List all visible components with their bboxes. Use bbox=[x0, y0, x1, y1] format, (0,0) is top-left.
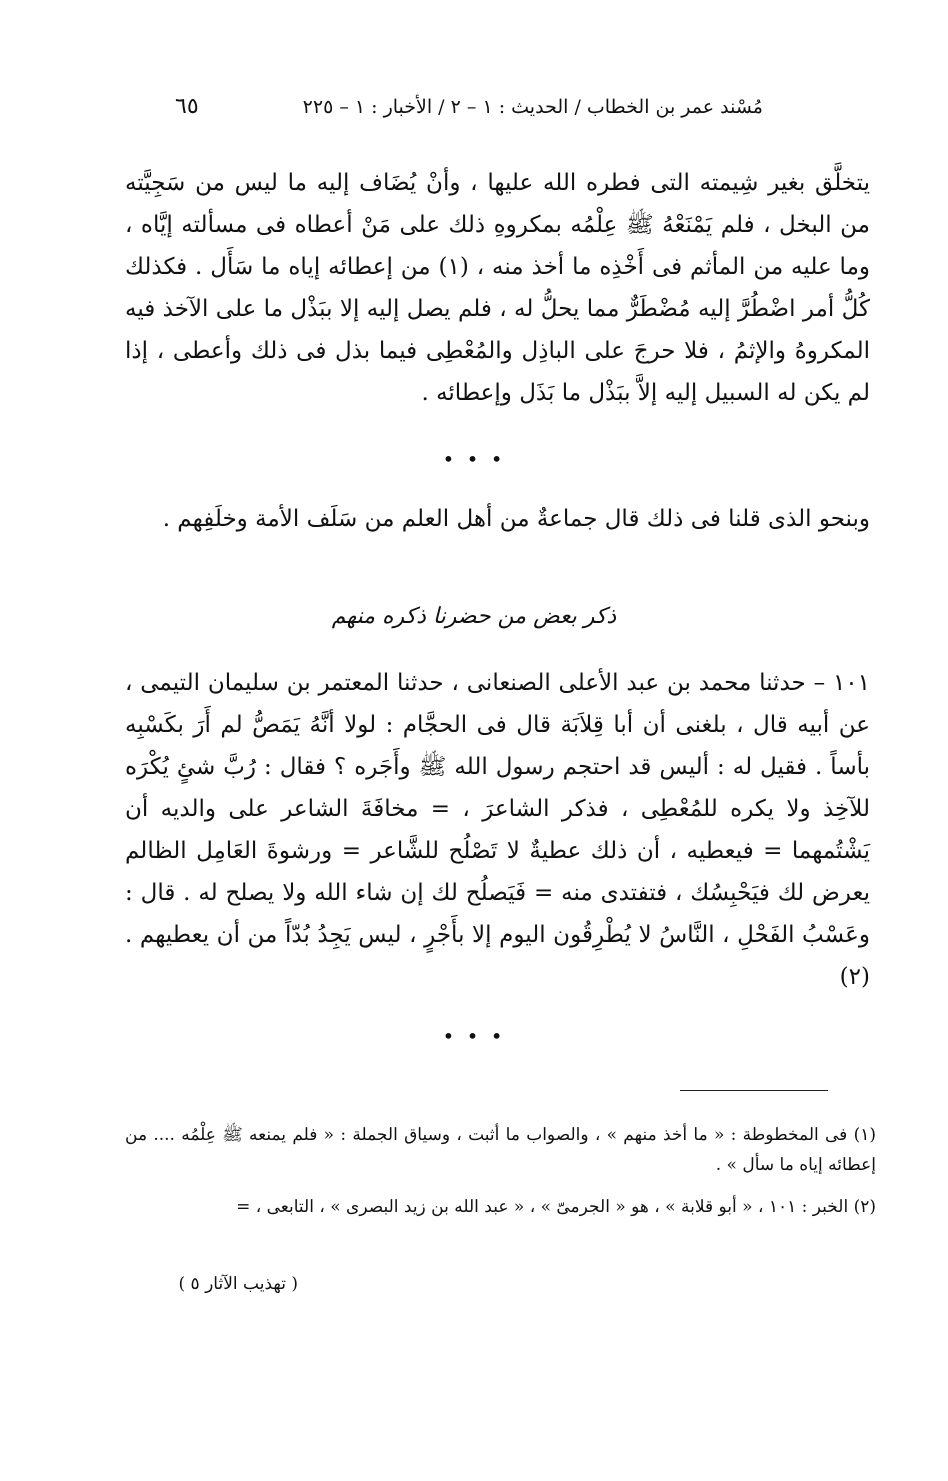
separator-1: • • • bbox=[442, 447, 506, 471]
page-footer: ( تهذيب الآثار ٥ ) bbox=[178, 1274, 298, 1294]
page-header bbox=[175, 96, 763, 118]
separator-2: • • • bbox=[442, 1024, 506, 1048]
footnote-1: (١) فى المخطوطة : « ما أخذ منهم » ، والصواب ما أثبت ، وسياق الجملة : « فلم يمنعه ﷺ عِلْمُه .... من إعطائه إياه ما سأل » . bbox=[125, 1125, 876, 1175]
page-number: ٦٥ bbox=[175, 94, 199, 119]
section-title: ذكر بعض من حضرنا ذكره منهم bbox=[331, 604, 617, 629]
footnote-2: (٢) الخبر : ١٠١ ، « أبو قلابة » ، هو « الجرمىّ » ، « عبد الله بن زيد البصرى » ، التابعى ، = bbox=[236, 1197, 876, 1217]
paragraph-2: وبنحو الذى قلنا فى ذلك قال جماعةٌ من أهل العلم من سَلَف الأمة وخلَفِهم . bbox=[162, 506, 870, 532]
running-title: مُسْند عمر بن الخطاب / الحديث : ١ – ٢ / الأخبار : ١ – ٢٢٥ bbox=[302, 96, 763, 118]
paragraph-3: ١٠١ – حدثنا محمد بن عبد الأعلى الصنعانى ، حدثنا المعتمر بن سليمان التيمى ، عن أبيه قال ، بلغنى أن أبا قِلاَبَة قال فى الحجَّام : لولا أنَّهُ يَمَصُّ لم أَرَ بكَسْبِه بأساً . فقيل له : أليس قد احتجم رسول الله ﷺ وأَجَره ؟ فقال : رُبَّ شئٍ يُكْرَه للآخِذ ولا يكره للمُعْطِى ، فذكر الشاعرَ ، = مخافَةَ الشاعر على والديه أن يَشْتُمهما = فيعطيه ، أن ذلك عطيةٌ لا تَصْلُح للشَّاعر = ورشوةَ العَامِل الظالم يعرض لك فيَحْبِسُك ، فتفتدى منه = فَيَصلُح لك إن شاء الله ولا يصلح له . قال : وعَسْبُ الفَحْلِ ، النَّاسُ لا يُطْرِقُون اليوم إلا بأَجْرٍ ، ليس يَجِدُ بُدّاً من أن يعطيهم . (٢) bbox=[125, 670, 870, 990]
footnotes bbox=[125, 1120, 876, 1234]
footnote-rule bbox=[680, 1090, 828, 1091]
paragraph-1: يتخلَّق بغير شِيمته التى فطره الله عليها ، وأنْ يُضَاف إليه ما ليس من سَجِيَّته من البخل ، فلم يَمْنَعْهُ ﷺ عِلْمُه بمكروهِ ذلك على مَنْ أعطاه فى مسألته إيَّاه ، وما عليه من المأثم فى أَخْذِه ما أخذ منه ، (١) من إعطائه إياه ما سَأَل . فكذلك كُلُّ أمر اضْطُرَّ إليه مُضْطَرٌّ مما يحلُّ له ، فلم يصل إليه إلا ببَذْل ما على الآخذ فيه المكروهُ والإثمُ ، فلا حرجَ على الباذِل والمُعْطِى فيما بذل فى ذلك وأعطى ، إذا لم يكن له السبيل إليه إلاَّ ببَذْل ما بَذَل وإعطائه . bbox=[125, 170, 870, 406]
